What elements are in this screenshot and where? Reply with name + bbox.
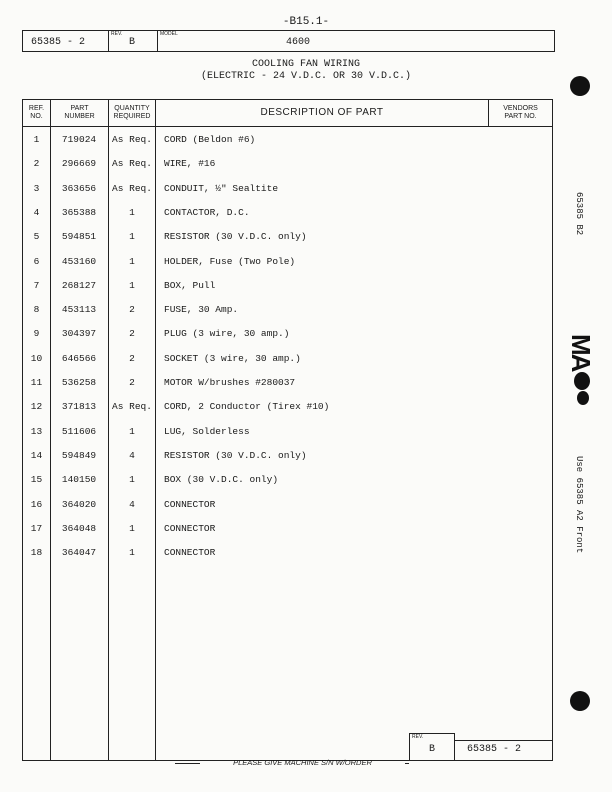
part-number: 364047 <box>61 547 97 559</box>
description: CONNECTOR <box>164 547 216 559</box>
quantity: 1 <box>129 522 135 534</box>
col-header-part-number: PART NUMBER <box>64 105 95 120</box>
part-number: 594851 <box>61 231 97 243</box>
part-number: 536258 <box>61 377 97 388</box>
quantity: 4 <box>129 498 135 510</box>
footer-rev-box <box>409 733 455 761</box>
table-row <box>23 250 552 274</box>
description: RESISTOR (30 V.D.C. only) <box>164 449 307 461</box>
part-number: 363656 <box>61 182 97 194</box>
quantity: 1 <box>129 547 135 559</box>
stamp-mark: MA <box>566 334 596 371</box>
table-row <box>23 128 552 152</box>
description: BOX (30 V.D.C. only) <box>164 474 279 486</box>
table-row <box>23 298 552 322</box>
description: RESISTOR (30 V.D.C. only) <box>164 231 307 243</box>
quantity: 1 <box>129 231 135 243</box>
quantity: 1 <box>129 206 135 218</box>
ref-no: 3 <box>33 182 40 194</box>
description: WIRE, #16 <box>164 158 216 170</box>
ref-no: 2 <box>33 158 40 170</box>
ref-no: 11 <box>30 377 43 388</box>
table-row <box>23 201 552 225</box>
quantity: 1 <box>129 425 135 437</box>
side-note: Use 65385 A2 Front <box>574 456 584 554</box>
title-line-2: (ELECTRIC - 24 V.D.C. OR 30 V.D.C.) <box>200 71 412 82</box>
part-number: 296669 <box>61 158 97 170</box>
doc-number-cell <box>23 31 109 51</box>
description: CONNECTOR <box>164 498 216 510</box>
part-number: 453113 <box>61 304 97 316</box>
col-header-vendor-part: VENDORS PART NO. <box>503 105 538 120</box>
description: SOCKET (3 wire, 30 amp.) <box>164 352 301 364</box>
col-header-ref: REF. NO. <box>28 105 45 120</box>
description: HOLDER, Fuse (Two Pole) <box>164 255 296 267</box>
ref-no: 14 <box>30 449 43 461</box>
ref-no: 16 <box>30 498 43 510</box>
col-header-description: DESCRIPTION OF PART <box>260 107 384 118</box>
table-row <box>23 541 552 565</box>
quantity: 4 <box>129 449 135 461</box>
footer-rule-left <box>175 763 200 764</box>
footer-rule-right <box>405 763 409 764</box>
quantity: 1 <box>129 255 135 267</box>
quantity: As Req. <box>112 182 152 194</box>
part-number: 646566 <box>61 352 97 364</box>
table-row <box>23 444 552 468</box>
description: CORD (Beldon #6) <box>164 134 256 145</box>
part-number: 365388 <box>61 206 97 218</box>
quantity: As Req. <box>112 158 152 170</box>
title-line-1: COOLING FAN WIRING <box>251 59 361 70</box>
ref-no: 13 <box>30 425 43 437</box>
table-row <box>23 274 552 298</box>
table-row <box>23 493 552 517</box>
table-row <box>23 152 552 176</box>
rev-label: REV. <box>111 31 123 37</box>
parts-table <box>22 99 553 761</box>
table-row <box>23 177 552 201</box>
quantity: 2 <box>129 352 135 364</box>
rev-cell <box>109 31 158 51</box>
ref-no: 7 <box>33 279 40 291</box>
binder-hole-bottom <box>570 691 590 711</box>
table-row <box>23 371 552 395</box>
col-header-quantity: QUANTITY REQUIRED <box>113 105 151 120</box>
table-row <box>23 347 552 371</box>
part-number: 719024 <box>61 134 97 145</box>
part-number: 364020 <box>61 498 97 510</box>
ref-no: 8 <box>33 304 40 316</box>
part-number: 268127 <box>61 279 97 291</box>
description: FUSE, 30 Amp. <box>164 304 239 316</box>
header-box <box>22 30 555 52</box>
description: BOX, Pull <box>164 279 216 291</box>
part-number: 364048 <box>61 522 97 534</box>
model-label: MODEL <box>160 31 178 37</box>
ref-no: 18 <box>30 547 43 559</box>
ref-no: 10 <box>30 352 43 364</box>
ref-no: 9 <box>33 328 40 340</box>
ref-no: 6 <box>33 255 40 267</box>
part-number: 304397 <box>61 328 97 340</box>
quantity: As Req. <box>112 134 152 145</box>
footer-note: PLEASE GIVE MACHINE S/N W/ORDER <box>233 758 372 767</box>
table-row <box>23 322 552 346</box>
ref-no: 15 <box>30 474 43 486</box>
page-number: -B15.1- <box>282 16 330 28</box>
quantity: 1 <box>129 474 135 486</box>
description: MOTOR W/brushes #280037 <box>164 377 296 388</box>
model-cell <box>158 31 553 51</box>
table-row <box>23 468 552 492</box>
stamp-blot <box>574 372 590 390</box>
part-number: 453160 <box>61 255 97 267</box>
table-row <box>23 225 552 249</box>
footer-part-number-box <box>455 740 552 761</box>
table-row <box>23 420 552 444</box>
part-number: 511606 <box>61 425 97 437</box>
ref-no: 4 <box>33 206 40 218</box>
ref-no: 5 <box>33 231 40 243</box>
ref-no: 1 <box>33 134 40 145</box>
side-doc-number: 65385 B2 <box>574 192 584 236</box>
description: CORD, 2 Conductor (Tirex #10) <box>164 401 330 413</box>
description: CONNECTOR <box>164 522 216 534</box>
table-row <box>23 517 552 541</box>
footer-rev-value: B <box>429 744 436 755</box>
quantity: 1 <box>129 279 135 291</box>
footer-doc-number: 65385 - 2 <box>467 744 522 755</box>
quantity: 2 <box>129 304 135 316</box>
quantity: As Req. <box>112 401 152 413</box>
part-number: 371813 <box>61 401 97 413</box>
description: PLUG (3 wire, 30 amp.) <box>164 328 290 340</box>
stamp-blot-2 <box>577 391 589 405</box>
table-row <box>23 395 552 419</box>
ref-no: 12 <box>30 401 43 413</box>
footer-rev-label: REV. <box>412 734 424 740</box>
quantity: 2 <box>129 377 135 388</box>
doc-number: 65385 - 2 <box>31 37 86 48</box>
model-value: 4600 <box>286 37 311 48</box>
quantity: 2 <box>129 328 135 340</box>
binder-hole-top <box>570 76 590 96</box>
ref-no: 17 <box>30 522 43 534</box>
part-number: 594849 <box>61 449 97 461</box>
part-number: 140150 <box>61 474 97 486</box>
description: CONDUIT, ½" Sealtite <box>164 182 279 194</box>
rev-value: B <box>129 37 136 48</box>
description: CONTACTOR, D.C. <box>164 206 250 218</box>
description: LUG, Solderless <box>164 425 250 437</box>
